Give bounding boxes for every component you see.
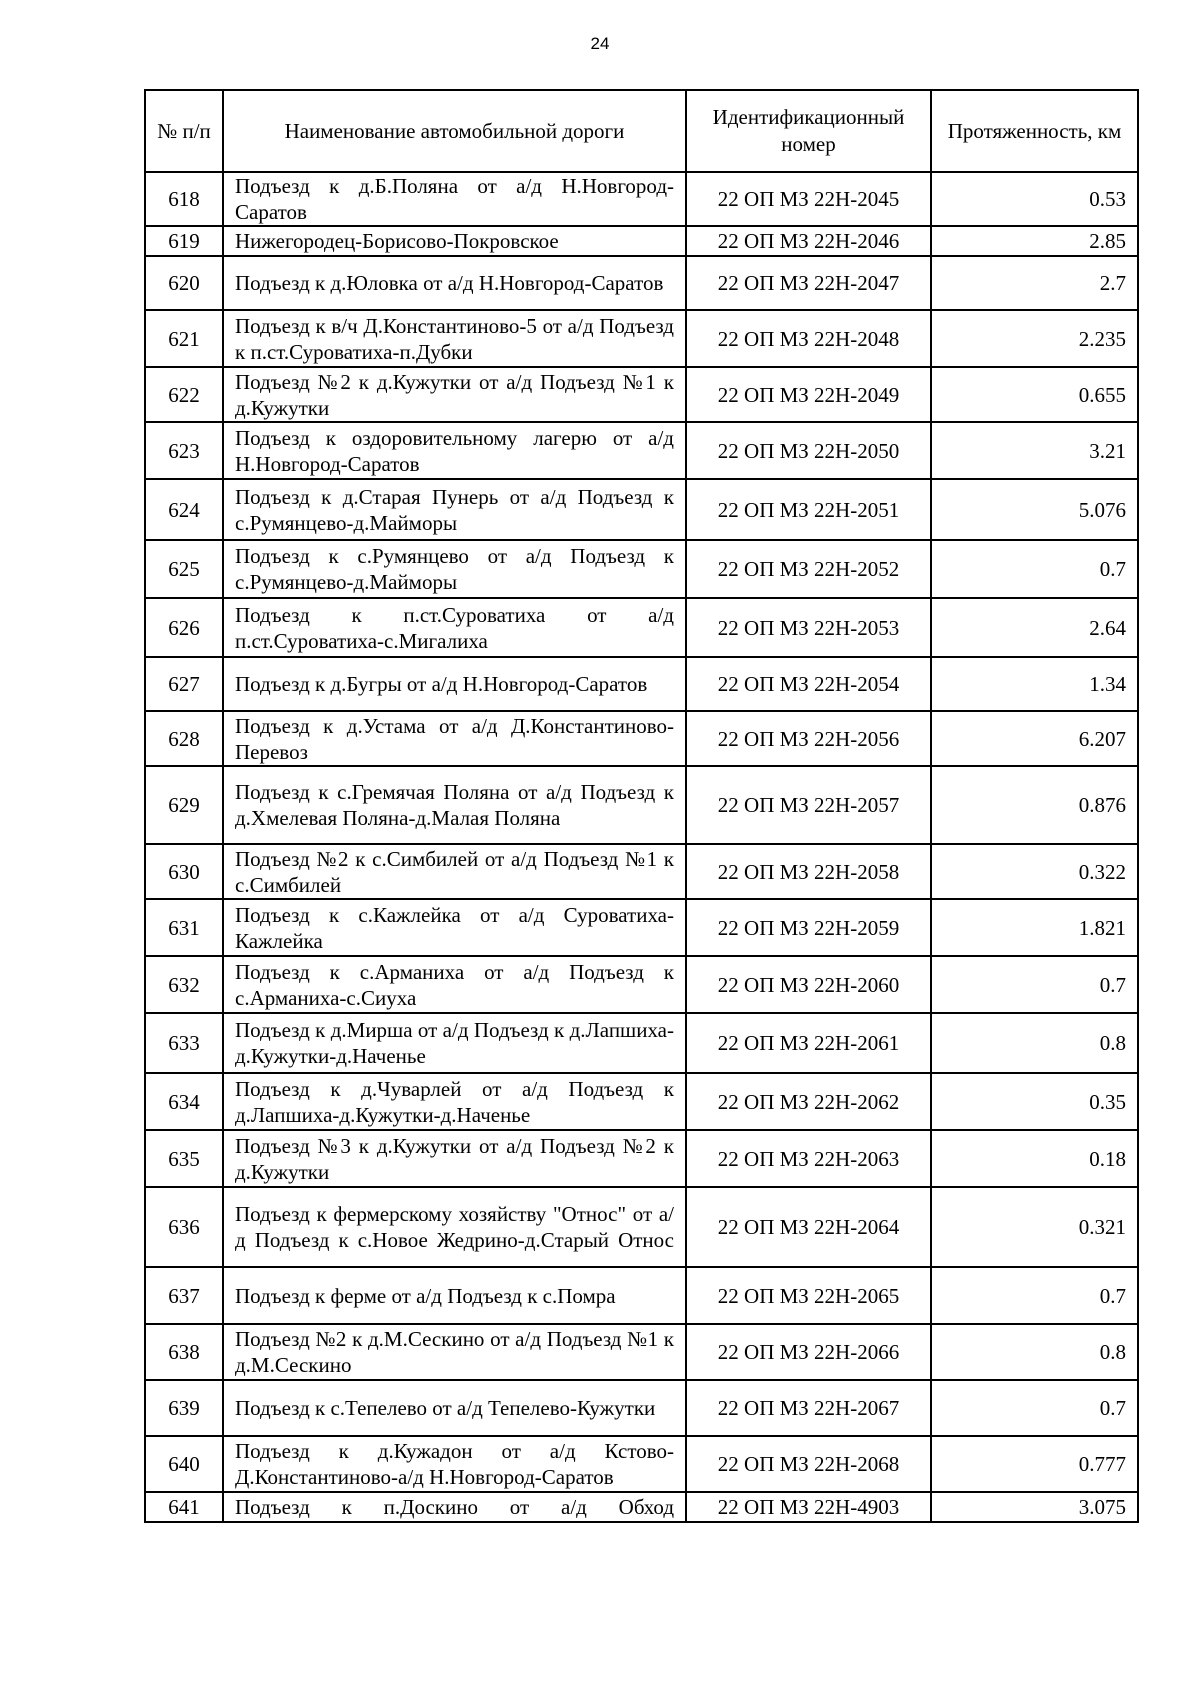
road-name: Подъезд к с.Тепелево от а/д Тепелево-Кужутки — [223, 1380, 686, 1436]
road-id: 22 ОП МЗ 22Н-2065 — [686, 1267, 931, 1324]
row-number: 619 — [145, 226, 223, 256]
road-length: 0.321 — [931, 1187, 1138, 1267]
road-id: 22 ОП МЗ 22Н-2067 — [686, 1380, 931, 1436]
road-length: 3.075 — [931, 1492, 1138, 1522]
table-row — [145, 899, 1138, 956]
road-length: 0.7 — [931, 956, 1138, 1013]
road-id: 22 ОП МЗ 22Н-2049 — [686, 367, 931, 422]
road-id: 22 ОП МЗ 22Н-2047 — [686, 256, 931, 310]
road-length: 2.64 — [931, 598, 1138, 657]
road-id: 22 ОП МЗ 22Н-2062 — [686, 1073, 931, 1130]
row-number: 621 — [145, 310, 223, 367]
table-row — [145, 598, 1138, 657]
table-row — [145, 711, 1138, 766]
road-id: 22 ОП МЗ 22Н-2068 — [686, 1436, 931, 1492]
table-row — [145, 766, 1138, 844]
row-number: 641 — [145, 1492, 223, 1522]
road-id: 22 ОП МЗ 22Н-2064 — [686, 1187, 931, 1267]
row-number: 631 — [145, 899, 223, 956]
road-length: 0.876 — [931, 766, 1138, 844]
road-length: 0.35 — [931, 1073, 1138, 1130]
road-id: 22 ОП МЗ 22Н-2060 — [686, 956, 931, 1013]
road-id: 22 ОП МЗ 22Н-2058 — [686, 844, 931, 899]
table-row — [145, 844, 1138, 899]
road-name: Подъезд к с.Румянцево от а/д Подъезд к с.Румянцево-д.Майморы — [223, 540, 686, 598]
road-id: 22 ОП МЗ 22Н-2053 — [686, 598, 931, 657]
row-number: 629 — [145, 766, 223, 844]
road-length: 0.7 — [931, 1380, 1138, 1436]
road-id: 22 ОП МЗ 22Н-2051 — [686, 479, 931, 540]
row-number: 638 — [145, 1324, 223, 1380]
table-row — [145, 1324, 1138, 1380]
row-number: 618 — [145, 172, 223, 226]
roads-table — [144, 89, 1139, 1523]
road-name: Подъезд к д.Юловка от а/д Н.Новгород-Саратов — [223, 256, 686, 310]
row-number: 639 — [145, 1380, 223, 1436]
road-name: Подъезд к ферме от а/д Подъезд к с.Помра — [223, 1267, 686, 1324]
table-row — [145, 256, 1138, 310]
table-row — [145, 422, 1138, 479]
row-number: 634 — [145, 1073, 223, 1130]
road-name: Подъезд к п.ст.Суроватиха от а/д п.ст.Суроватиха-с.Мигалиха — [223, 598, 686, 657]
road-length: 0.7 — [931, 1267, 1138, 1324]
road-length: 0.655 — [931, 367, 1138, 422]
road-id: 22 ОП МЗ 22Н-2052 — [686, 540, 931, 598]
row-number: 636 — [145, 1187, 223, 1267]
table-row — [145, 226, 1138, 256]
row-number: 630 — [145, 844, 223, 899]
road-length: 3.21 — [931, 422, 1138, 479]
road-name: Подъезд №2 к д.М.Сескино от а/д Подъезд №1 к д.М.Сескино — [223, 1324, 686, 1380]
road-name: Подъезд к с.Арманиха от а/д Подъезд к с.Арманиха-с.Сиуха — [223, 956, 686, 1013]
row-number: 633 — [145, 1013, 223, 1073]
table-row — [145, 172, 1138, 226]
table-row — [145, 367, 1138, 422]
table-row — [145, 1492, 1138, 1522]
row-number: 640 — [145, 1436, 223, 1492]
road-id: 22 ОП МЗ 22Н-2066 — [686, 1324, 931, 1380]
road-name: Подъезд к д.Бугры от а/д Н.Новгород-Саратов — [223, 657, 686, 711]
table-row — [145, 540, 1138, 598]
road-name: Подъезд к д.Кужадон от а/д Кстово-Д.Константиново-а/д Н.Новгород-Саратов — [223, 1436, 686, 1492]
road-id: 22 ОП МЗ 22Н-4903 — [686, 1492, 931, 1522]
road-id: 22 ОП МЗ 22Н-2056 — [686, 711, 931, 766]
row-number: 625 — [145, 540, 223, 598]
table-row — [145, 479, 1138, 540]
road-name: Подъезд к с.Гремячая Поляна от а/д Подъезд к д.Хмелевая Поляна-д.Малая Поляна — [223, 766, 686, 844]
road-id: 22 ОП МЗ 22Н-2063 — [686, 1130, 931, 1187]
table-row — [145, 310, 1138, 367]
road-id: 22 ОП МЗ 22Н-2054 — [686, 657, 931, 711]
road-length: 0.777 — [931, 1436, 1138, 1492]
table-row — [145, 1267, 1138, 1324]
row-number: 622 — [145, 367, 223, 422]
road-length: 0.18 — [931, 1130, 1138, 1187]
road-length: 1.821 — [931, 899, 1138, 956]
table-row — [145, 1436, 1138, 1492]
road-name: Подъезд к с.Кажлейка от а/д Суроватиха-Кажлейка — [223, 899, 686, 956]
road-length: 5.076 — [931, 479, 1138, 540]
table-row — [145, 1187, 1138, 1267]
road-length: 6.207 — [931, 711, 1138, 766]
table-row — [145, 1130, 1138, 1187]
road-name: Подъезд к д.Мирша от а/д Подъезд к д.Лапшиха-д.Кужутки-д.Наченье — [223, 1013, 686, 1073]
road-length: 2.235 — [931, 310, 1138, 367]
road-name: Подъезд к п.Доскино от а/д Обход — [223, 1492, 686, 1522]
road-name: Подъезд к д.Чуварлей от а/д Подъезд к д.Лапшиха-д.Кужутки-д.Наченье — [223, 1073, 686, 1130]
header-identification-number: Идентификационный номер — [686, 90, 931, 172]
header-road-name: Наименование автомобильной дороги — [223, 90, 686, 172]
row-number: 628 — [145, 711, 223, 766]
road-id: 22 ОП МЗ 22Н-2046 — [686, 226, 931, 256]
road-id: 22 ОП МЗ 22Н-2057 — [686, 766, 931, 844]
road-id: 22 ОП МЗ 22Н-2048 — [686, 310, 931, 367]
header-length: Протяженность, км — [931, 90, 1138, 172]
row-number: 624 — [145, 479, 223, 540]
road-name: Подъезд к фермерскому хозяйству "Относ" от а/д Подъезд к с.Новое Жедрино-д.Старый Относ — [223, 1187, 686, 1267]
road-name: Подъезд к д.Старая Пунерь от а/д Подъезд к с.Румянцево-д.Майморы — [223, 479, 686, 540]
row-number: 626 — [145, 598, 223, 657]
row-number: 623 — [145, 422, 223, 479]
road-length: 0.53 — [931, 172, 1138, 226]
road-name: Подъезд №2 к с.Симбилей от а/д Подъезд №1 к с.Симбилей — [223, 844, 686, 899]
road-length: 0.8 — [931, 1324, 1138, 1380]
road-length: 0.322 — [931, 844, 1138, 899]
road-id: 22 ОП МЗ 22Н-2061 — [686, 1013, 931, 1073]
road-length: 1.34 — [931, 657, 1138, 711]
table-row — [145, 657, 1138, 711]
road-id: 22 ОП МЗ 22Н-2059 — [686, 899, 931, 956]
road-length: 0.8 — [931, 1013, 1138, 1073]
row-number: 620 — [145, 256, 223, 310]
row-number: 635 — [145, 1130, 223, 1187]
road-name: Подъезд к в/ч Д.Константиново-5 от а/д Подъезд к п.ст.Суроватиха-п.Дубки — [223, 310, 686, 367]
table-header-row — [145, 90, 1138, 172]
road-length: 0.7 — [931, 540, 1138, 598]
row-number: 637 — [145, 1267, 223, 1324]
table-row — [145, 956, 1138, 1013]
table-row — [145, 1013, 1138, 1073]
header-number: № п/п — [145, 90, 223, 172]
road-name: Подъезд №3 к д.Кужутки от а/д Подъезд №2 к д.Кужутки — [223, 1130, 686, 1187]
table-row — [145, 1380, 1138, 1436]
row-number: 632 — [145, 956, 223, 1013]
road-id: 22 ОП МЗ 22Н-2045 — [686, 172, 931, 226]
row-number: 627 — [145, 657, 223, 711]
road-name: Подъезд №2 к д.Кужутки от а/д Подъезд №1 к д.Кужутки — [223, 367, 686, 422]
road-length: 2.7 — [931, 256, 1138, 310]
road-id: 22 ОП МЗ 22Н-2050 — [686, 422, 931, 479]
road-name: Подъезд к д.Б.Поляна от а/д Н.Новгород-Саратов — [223, 172, 686, 226]
table-body — [145, 172, 1138, 1522]
road-name: Нижегородец-Борисово-Покровское — [223, 226, 686, 256]
road-length: 2.85 — [931, 226, 1138, 256]
road-name: Подъезд к д.Устама от а/д Д.Константиново-Перевоз — [223, 711, 686, 766]
table-row — [145, 1073, 1138, 1130]
road-name: Подъезд к оздоровительному лагерю от а/д Н.Новгород-Саратов — [223, 422, 686, 479]
page-number: 24 — [590, 34, 610, 53]
